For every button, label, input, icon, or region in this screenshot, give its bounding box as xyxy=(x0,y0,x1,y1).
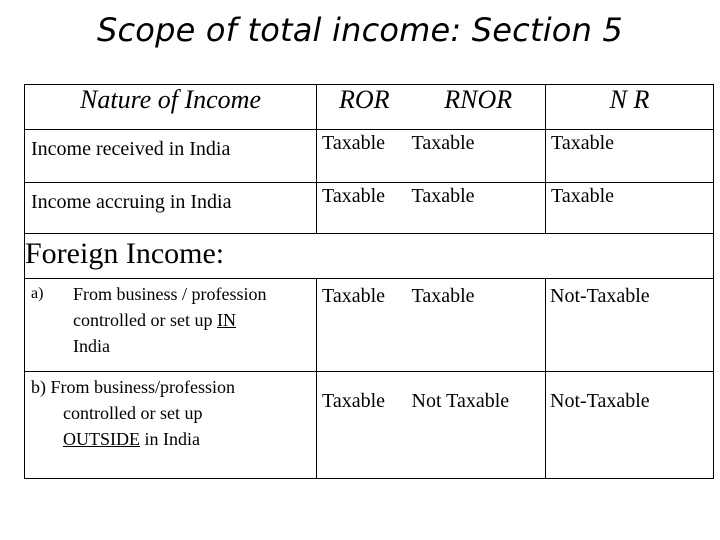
sub-item-line: b) From business/profession xyxy=(31,377,235,397)
sub-item-marker: a) xyxy=(31,285,44,302)
header-ror: ROR xyxy=(317,85,412,130)
header-rnor: RNOR xyxy=(412,85,546,130)
header-nature-of-income: Nature of Income xyxy=(25,85,317,130)
cell-nr: Not-Taxable xyxy=(546,372,714,479)
cell-ror: Taxable xyxy=(317,372,412,479)
cell-nr: Taxable xyxy=(546,183,714,234)
sub-item-line-text: in India xyxy=(140,429,200,449)
cell-nr: Not-Taxable xyxy=(546,279,714,372)
sub-item-line xyxy=(73,307,316,333)
cell-ror: Taxable xyxy=(317,183,412,234)
row-label: Income received in India xyxy=(25,130,317,183)
table-header-row xyxy=(25,85,714,130)
sub-item-line: From business / profession xyxy=(73,284,267,304)
row-label: Income accruing in India xyxy=(25,183,317,234)
table-row-accruing xyxy=(25,183,714,234)
cell-ror: Taxable xyxy=(317,279,412,372)
sub-item-line-text: controlled or set up xyxy=(73,310,217,330)
cell-rnor: Taxable xyxy=(412,279,546,372)
table-row-foreign-a xyxy=(25,279,714,372)
cell-ror: Taxable xyxy=(317,130,412,183)
sub-item-line xyxy=(31,426,316,452)
row-label xyxy=(25,372,317,479)
sub-item-line: India xyxy=(73,336,110,356)
sub-item-a xyxy=(31,281,316,359)
cell-rnor: Taxable xyxy=(412,183,546,234)
sub-item-line: controlled or set up xyxy=(63,403,203,423)
table-row-foreign-b xyxy=(25,372,714,479)
income-scope-table xyxy=(24,84,714,479)
header-nr: N R xyxy=(546,85,714,130)
table-row-received xyxy=(25,130,714,183)
row-label xyxy=(25,279,317,372)
cell-nr: Taxable xyxy=(546,130,714,183)
foreign-income-heading-row xyxy=(25,234,714,279)
foreign-income-heading: Foreign Income: xyxy=(25,234,714,279)
slide-title: Scope of total income: Section 5 xyxy=(97,11,623,49)
underlined-outside: OUTSIDE xyxy=(63,429,140,449)
sub-item-text xyxy=(73,281,316,359)
underlined-in: IN xyxy=(216,310,236,330)
cell-rnor: Not Taxable xyxy=(412,372,546,479)
cell-rnor: Taxable xyxy=(412,130,546,183)
